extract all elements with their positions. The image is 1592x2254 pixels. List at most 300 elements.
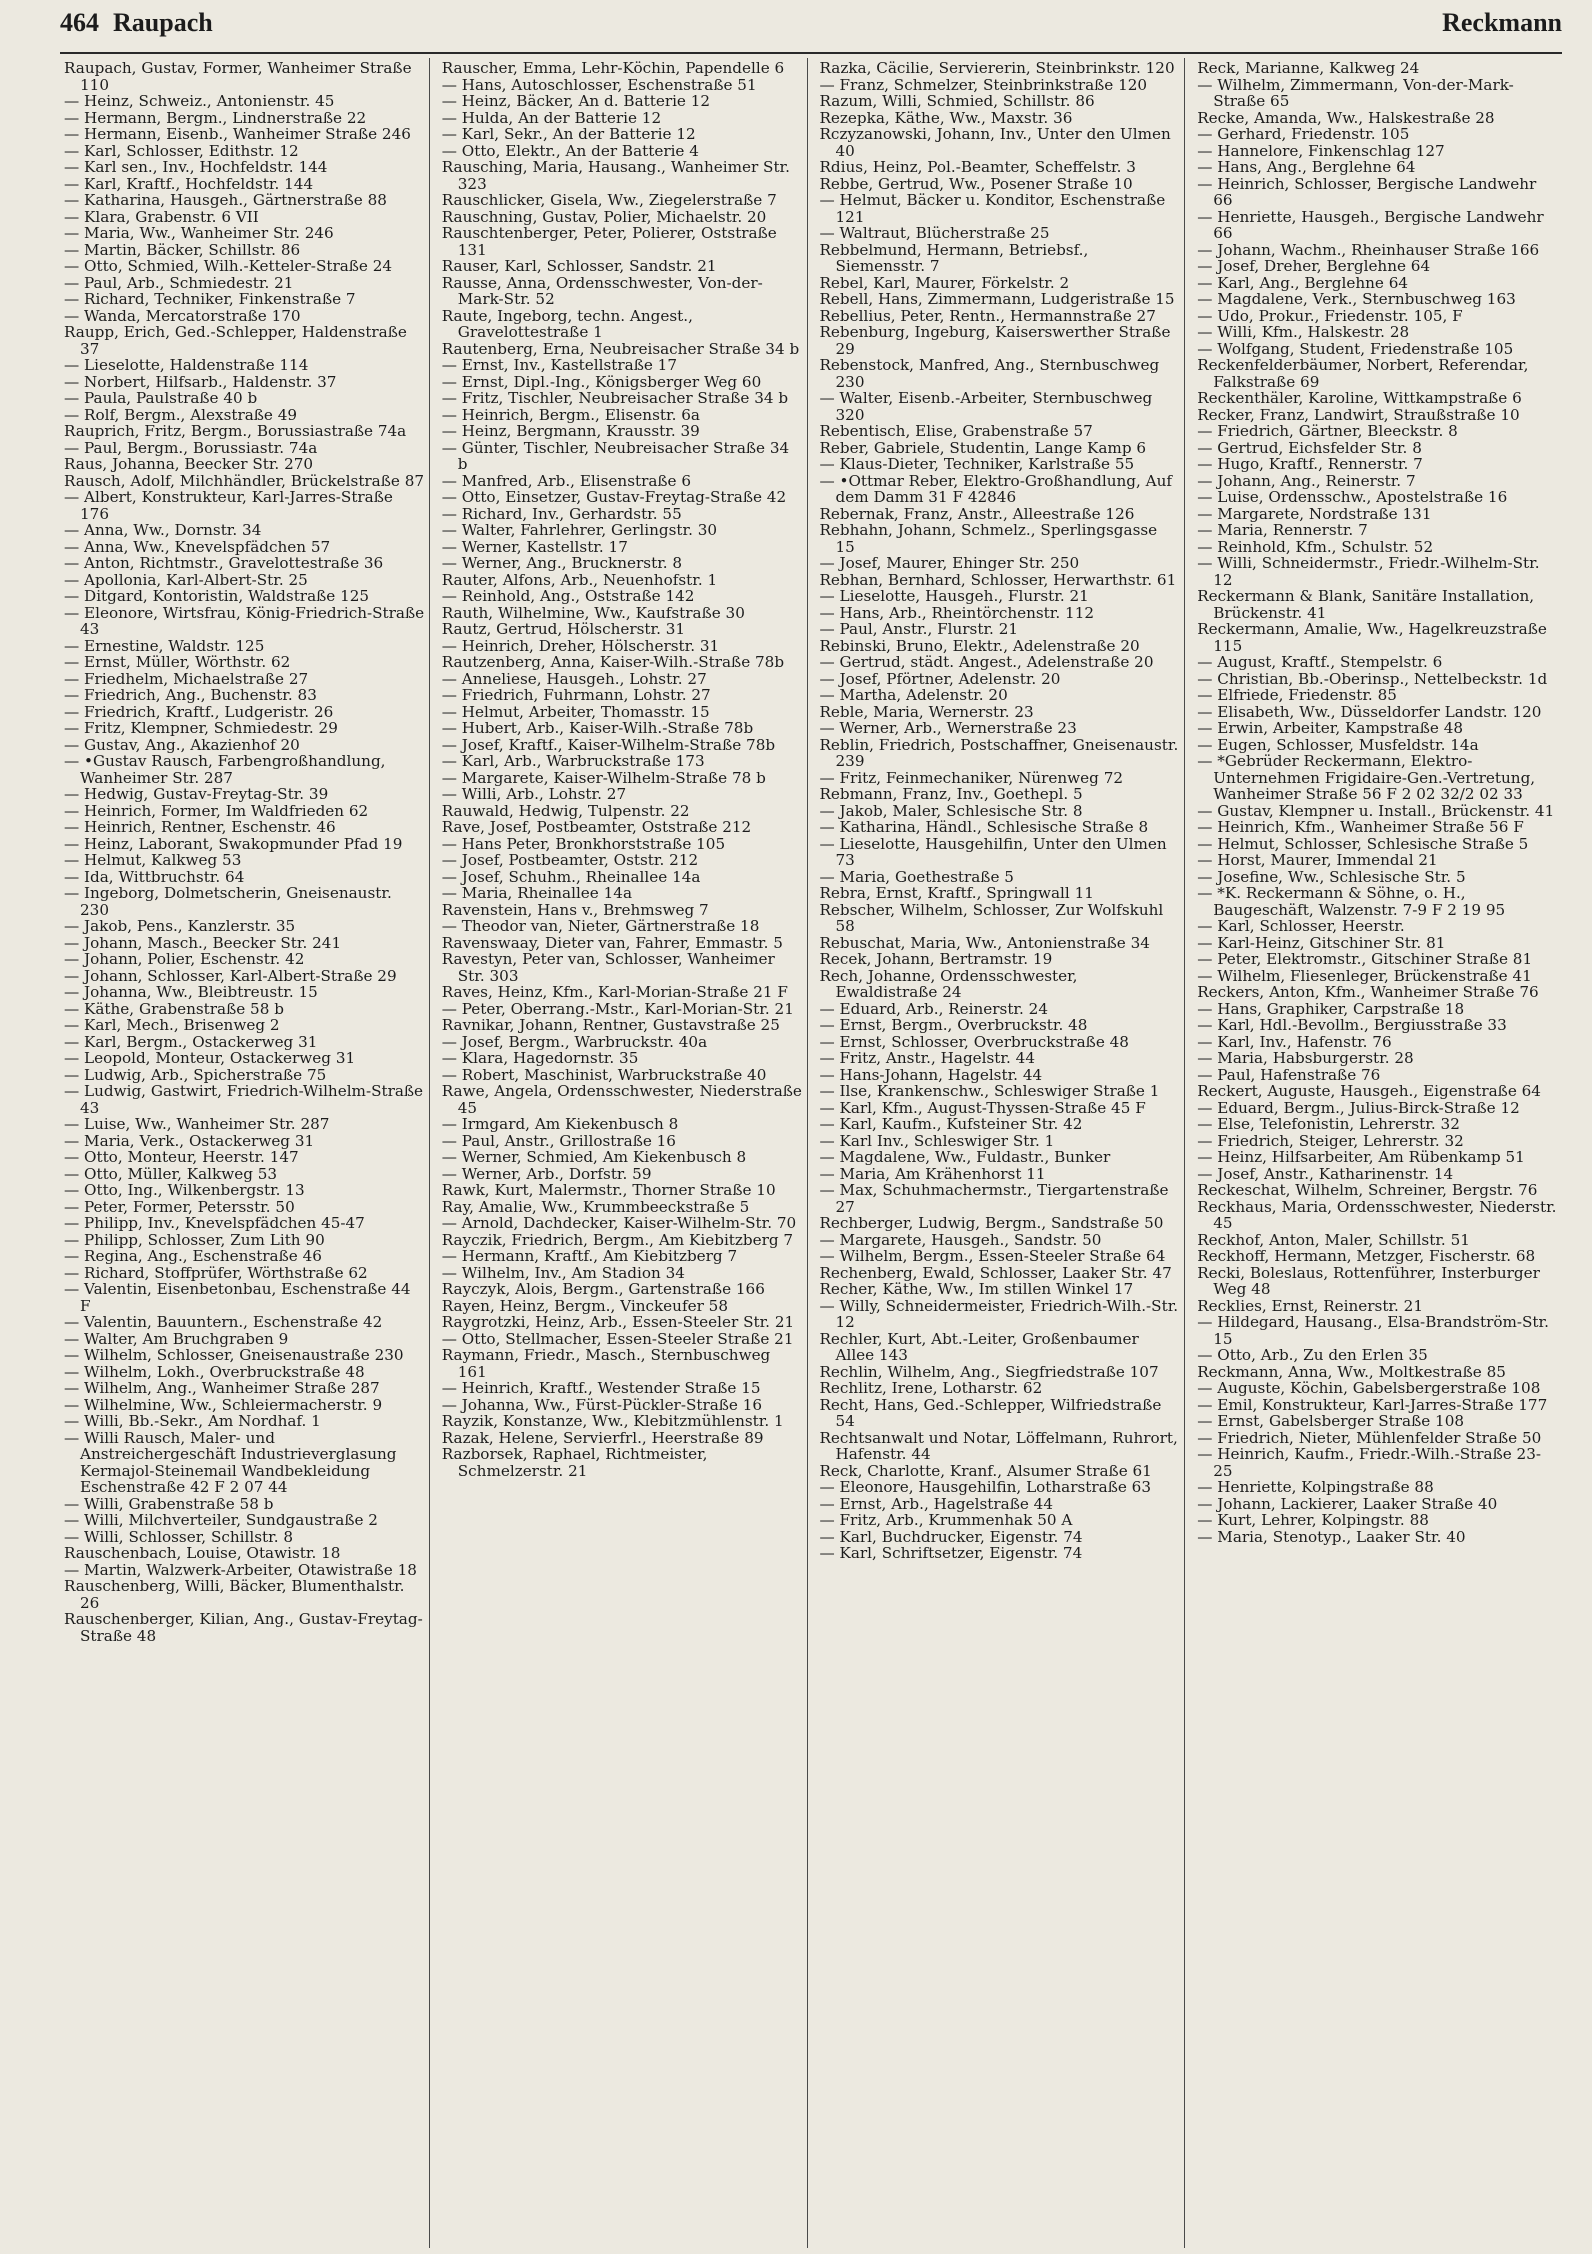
directory-entry: Rauwald, Hedwig, Tulpenstr. 22 (441, 801, 690, 820)
column-1 (60, 58, 430, 2248)
directory-entry: Razka, Cäcilie, Serviererin, Steinbrinkstr. 120 (819, 59, 1175, 77)
directory-entry: — Willy, Schneidermeister, Friedrich-Wilh.-Str. 12 (819, 1296, 1179, 1331)
directory-entry: — Wilhelm, Lokh., Overbruckstraße 48 (64, 1362, 365, 1381)
directory-entry: — Hans Peter, Bronkhorststraße 105 (441, 834, 726, 853)
directory-entry: — •Ottmar Reber, Elektro-Großhandlung, Auf dem Damm 31 F 42846 (819, 471, 1173, 506)
directory-entry: — Rolf, Bergm., Alexstraße 49 (64, 405, 298, 424)
directory-entry: — Richard, Inv., Gerhardstr. 55 (441, 504, 682, 523)
directory-entry: Raymann, Friedr., Masch., Sternbuschweg 161 (441, 1346, 771, 1381)
directory-entry: — Hans, Arb., Rheintörchenstr. 112 (819, 603, 1095, 622)
directory-columns (60, 58, 1562, 2248)
directory-entry: — *K. Reckermann & Söhne, o. H., Baugeschäft, Walzenstr. 7-9 F 2 19 95 (1197, 884, 1506, 919)
directory-entry: — Leopold, Monteur, Ostackerweg 31 (64, 1049, 356, 1067)
directory-entry: — Wilhelm, Zimmermann, Von-der-Mark-Straße 65 (1197, 75, 1514, 110)
directory-entry: — Heinz, Bergmann, Krausstr. 39 (441, 422, 700, 440)
directory-entry: Raus, Johanna, Beecker Str. 270 (64, 455, 314, 473)
directory-entry: — Gustav, Ang., Akazienhof 20 (64, 735, 300, 754)
directory-entry: — Otto, Arb., Zu den Erlen 35 (1197, 1346, 1428, 1364)
directory-entry: — Maria, Rheinallee 14a (441, 884, 632, 902)
directory-entry: Rebellius, Peter, Rentn., Hermannstraße 27 (819, 306, 1156, 325)
directory-entry: — Maria, Stenotyp., Laaker Str. 40 (1197, 1527, 1466, 1546)
directory-entry: — Wilhelm, Ang., Wanheimer Straße 287 (64, 1379, 380, 1397)
directory-entry: — Willi Rausch, Maler- und Anstreichergeschäft Industrieverglasung Kermajol-Steinemail Wandbekleidung Eschenstraße 42 F 2 07 44 (64, 1428, 397, 1496)
directory-entry: — Werner, Arb., Wernerstraße 23 (819, 719, 1077, 737)
directory-entry: — Willi, Milchverteiler, Sundgaustraße 2 (64, 1511, 378, 1529)
directory-entry: — Wilhelm, Fliesenleger, Brückenstraße 41 (1197, 966, 1532, 985)
directory-entry: — Regina, Ang., Eschenstraße 46 (64, 1247, 322, 1265)
directory-entry: — Johann, Lackierer, Laaker Straße 40 (1197, 1494, 1498, 1513)
directory-entry: — Anton, Richtmstr., Gravelottestraße 36 (64, 554, 384, 572)
directory-entry: — Wolfgang, Student, Friedenstraße 105 (1197, 339, 1514, 358)
directory-entry: Reckermann, Amalie, Ww., Hagelkreuzstraße 115 (1197, 620, 1547, 655)
directory-entry: — Wanda, Mercatorstraße 170 (64, 306, 301, 325)
directory-entry: — Werner, Schmied, Am Kiekenbusch 8 (441, 1148, 747, 1166)
directory-entry: — Hermann, Eisenb., Wanheimer Straße 246 (64, 125, 411, 143)
directory-entry: Rayczik, Friedrich, Bergm., Am Kiebitzberg 7 (441, 1230, 794, 1249)
directory-entry: — Heinrich, Schlosser, Bergische Landwehr 66 (1197, 174, 1537, 209)
directory-entry: — Lieselotte, Haldenstraße 114 (64, 356, 309, 374)
header-last-name: Reckmann (1442, 8, 1562, 37)
directory-entry: Rauscher, Emma, Lehr-Köchin, Papendelle 6 (441, 59, 785, 77)
directory-entry: Reckermann & Blank, Sanitäre Installation, Brückenstr. 41 (1197, 587, 1535, 622)
directory-entry: — Josef, Bergm., Warbruckstr. 40a (441, 1032, 708, 1051)
directory-entry: Rauschlicker, Gisela, Ww., Ziegelerstraße 7 (441, 191, 777, 209)
directory-entry: Recek, Johann, Bertramstr. 19 (819, 950, 1053, 968)
directory-entry: Rauter, Alfons, Arb., Neuenhofstr. 1 (441, 570, 718, 589)
directory-entry: — Peter, Former, Petersstr. 50 (64, 1197, 295, 1216)
directory-entry: — Gustav, Klempner u. Install., Brückenstr. 41 (1197, 801, 1555, 820)
directory-entry: Reckert, Auguste, Hausgeh., Eigenstraße 64 (1197, 1082, 1541, 1100)
directory-entry: — Heinz, Bäcker, An d. Batterie 12 (441, 92, 711, 110)
directory-entry: — Manfred, Arb., Elisenstraße 6 (441, 471, 692, 490)
directory-entry: Rauth, Wilhelmine, Ww., Kaufstraße 30 (441, 603, 745, 622)
directory-entry: — Lieselotte, Hausgeh., Flurstr. 21 (819, 587, 1089, 605)
directory-entry: Rayzik, Konstanze, Ww., Klebitzmühlenstr. 1 (441, 1412, 784, 1430)
directory-entry: — Josef, Maurer, Ehinger Str. 250 (819, 554, 1080, 572)
directory-entry: — Heinrich, Kaufm., Friedr.-Wilh.-Straße 23-25 (1197, 1445, 1542, 1480)
directory-entry: — Erwin, Arbeiter, Kampstraße 48 (1197, 719, 1464, 737)
directory-entry: Rebhahn, Johann, Schmelz., Sperlingsgasse 15 (819, 521, 1158, 556)
directory-entry: — Friedrich, Ang., Buchenstr. 83 (64, 686, 317, 704)
directory-entry: — Ilse, Krankenschw., Schleswiger Straße 1 (819, 1082, 1160, 1100)
directory-entry: — Johanna, Ww., Fürst-Pückler-Straße 16 (441, 1395, 763, 1414)
directory-entry: — Johann, Schlosser, Karl-Albert-Straße 29 (64, 966, 397, 985)
directory-entry: Ravenstein, Hans v., Brehmsweg 7 (441, 900, 709, 919)
directory-entry: — Magdalene, Verk., Sternbuschweg 163 (1197, 290, 1516, 308)
directory-entry: — Johann, Masch., Beecker Str. 241 (64, 933, 342, 952)
directory-entry: — Hans, Ang., Berglehne 64 (1197, 158, 1416, 176)
directory-entry: Reckhoff, Hermann, Metzger, Fischerstr. 68 (1197, 1247, 1536, 1265)
directory-entry: — Maria, Habsburgerstr. 28 (1197, 1049, 1414, 1067)
directory-entry: — Friedrich, Fuhrmann, Lohstr. 27 (441, 686, 711, 704)
directory-entry: Raupach, Gustav, Former, Wanheimer Straße 110 (64, 59, 412, 94)
directory-entry: Rebuschat, Maria, Ww., Antonienstraße 34 (819, 933, 1150, 952)
directory-entry: — Maria, Ww., Wanheimer Str. 246 (64, 224, 334, 242)
directory-entry: — Eduard, Arb., Reinerstr. 24 (819, 999, 1049, 1018)
directory-entry: — Willi, Kfm., Halskestr. 28 (1197, 323, 1410, 341)
directory-entry: Rechlin, Wilhelm, Ang., Siegfriedstraße 107 (819, 1362, 1159, 1381)
directory-entry: Reckhof, Anton, Maler, Schillstr. 51 (1197, 1230, 1470, 1249)
directory-entry: — Helmut, Arbeiter, Thomasstr. 15 (441, 702, 710, 721)
directory-entry: Reckenfelderbäumer, Norbert, Referendar, Falkstraße 69 (1197, 356, 1529, 391)
directory-entry: — Karl, Schlosser, Edithstr. 12 (64, 141, 299, 160)
directory-entry: Rczyzanowski, Johann, Inv., Unter den Ulmen 40 (819, 125, 1171, 160)
directory-entry: — Ernestine, Waldstr. 125 (64, 636, 265, 655)
directory-entry: — Fritz, Anstr., Hagelstr. 44 (819, 1049, 1035, 1067)
directory-entry: — Friedrich, Kraftf., Ludgeristr. 26 (64, 702, 334, 721)
directory-entry: — Philipp, Inv., Knevelspfädchen 45-47 (64, 1214, 365, 1232)
directory-entry: Rebernak, Franz, Anstr., Alleestraße 126 (819, 504, 1135, 523)
directory-entry: — Hannelore, Finkenschlag 127 (1197, 141, 1445, 160)
directory-entry: — Heinz, Laborant, Swakopmunder Pfad 19 (64, 834, 403, 853)
directory-entry: — Hermann, Kraftf., Am Kiebitzberg 7 (441, 1247, 738, 1265)
directory-entry: — Johann, Polier, Eschenstr. 42 (64, 950, 305, 968)
directory-entry: — Fritz, Tischler, Neubreisacher Straße 34 b (441, 389, 789, 407)
directory-entry: — Hans-Johann, Hagelstr. 44 (819, 1065, 1043, 1084)
directory-entry: — Otto, Monteur, Heerstr. 147 (64, 1148, 299, 1166)
directory-entry: — Paul, Anstr., Flurstr. 21 (819, 620, 1019, 638)
directory-entry: — Eleonore, Hausgehilfin, Lotharstraße 63 (819, 1478, 1151, 1496)
directory-entry: Reble, Maria, Wernerstr. 23 (819, 702, 1034, 721)
directory-entry: Raves, Heinz, Kfm., Karl-Morian-Straße 21 F (441, 983, 788, 1001)
directory-entry: — Friedhelm, Michaelstraße 27 (64, 669, 309, 688)
directory-entry: — Josef, Anstr., Katharinenstr. 14 (1197, 1164, 1454, 1183)
directory-entry: — Margarete, Kaiser-Wilhelm-Straße 78 b (441, 768, 766, 787)
directory-entry: Rawe, Angela, Ordensschwester, Niederstraße 45 (441, 1082, 802, 1117)
directory-entry: — Wilhelm, Inv., Am Stadion 34 (441, 1263, 685, 1282)
directory-entry: Rezepka, Käthe, Ww., Maxstr. 36 (819, 108, 1073, 127)
page-header (60, 8, 1562, 54)
directory-entry: — Wilhelmine, Ww., Schleiermacherstr. 9 (64, 1395, 383, 1414)
directory-entry: — Ernst, Arb., Hagelstraße 44 (819, 1494, 1053, 1513)
directory-entry: — Josef, Postbeamter, Oststr. 212 (441, 851, 699, 869)
directory-entry: — Lieselotte, Hausgehilfin, Unter den Ulmen 73 (819, 834, 1167, 869)
directory-entry: — Josefine, Ww., Schlesische Str. 5 (1197, 867, 1466, 886)
directory-entry: — Martha, Adelenstr. 20 (819, 686, 1008, 704)
directory-entry: Rayczyk, Alois, Bergm., Gartenstraße 166 (441, 1280, 765, 1298)
directory-entry: — Werner, Arb., Dorfstr. 59 (441, 1164, 652, 1183)
directory-entry: — Josef, Schuhm., Rheinallee 14a (441, 867, 701, 886)
directory-entry: — Karl, Sekr., An der Batterie 12 (441, 125, 696, 143)
directory-entry: Rebel, Karl, Maurer, Förkelstr. 2 (819, 273, 1070, 292)
directory-entry: — Klara, Hagedornstr. 35 (441, 1049, 639, 1067)
directory-entry: Rebra, Ernst, Kraftf., Springwall 11 (819, 884, 1094, 902)
directory-entry: Raygrotzki, Heinz, Arb., Essen-Steeler Str. 21 (441, 1313, 795, 1331)
directory-entry: — Hulda, An der Batterie 12 (441, 108, 662, 127)
directory-entry: — Ludwig, Gastwirt, Friedrich-Wilhelm-Straße 43 (64, 1082, 424, 1117)
directory-entry: Rauser, Karl, Schlosser, Sandstr. 21 (441, 257, 717, 275)
directory-entry: — Otto, Einsetzer, Gustav-Freytag-Straße 42 (441, 488, 787, 506)
directory-entry: — Ernst, Inv., Kastellstraße 17 (441, 356, 677, 374)
directory-entry: — Reinhold, Ang., Oststraße 142 (441, 587, 695, 605)
directory-entry: — Jakob, Maler, Schlesische Str. 8 (819, 801, 1083, 820)
directory-entry: — Gertrud, Eichsfelder Str. 8 (1197, 438, 1422, 457)
directory-entry: Reckers, Anton, Kfm., Wanheimer Straße 76 (1197, 983, 1539, 1001)
directory-entry: — Katharina, Händl., Schlesische Straße 8 (819, 818, 1149, 836)
directory-entry: — Karl, Bergm., Ostackerweg 31 (64, 1032, 318, 1051)
directory-entry: — Anneliese, Hausgeh., Lohstr. 27 (441, 669, 707, 688)
directory-entry: — Heinrich, Dreher, Hölscherstr. 31 (441, 636, 720, 655)
directory-entry: — Friedrich, Gärtner, Bleeckstr. 8 (1197, 422, 1458, 440)
directory-entry: — Käthe, Grabenstraße 58 b (64, 999, 284, 1018)
directory-entry: — Helmut, Bäcker u. Konditor, Eschenstraße 121 (819, 191, 1166, 226)
header-first-name: Raupach (113, 8, 213, 37)
directory-entry: — Ludwig, Arb., Spicherstraße 75 (64, 1065, 327, 1084)
directory-entry: — Ingeborg, Dolmetscherin, Gneisenaustr. 230 (64, 884, 392, 919)
directory-entry: — Hans, Graphiker, Carpstraße 18 (1197, 999, 1465, 1018)
directory-entry: Rauschning, Gustav, Polier, Michaelstr. 20 (441, 207, 767, 226)
directory-entry: — Paul, Bergm., Borussiastr. 74a (64, 438, 318, 457)
directory-entry: — Hildegard, Hausang., Elsa-Brandström-Str. 15 (1197, 1313, 1549, 1348)
directory-entry: — Reinhold, Kfm., Schulstr. 52 (1197, 537, 1434, 556)
directory-entry: — Apollonia, Karl-Albert-Str. 25 (64, 570, 308, 589)
directory-entry: Reblin, Friedrich, Postschaffner, Gneisenaustr. 239 (819, 735, 1179, 770)
directory-entry: Ravestyn, Peter van, Schlosser, Wanheimer Str. 303 (441, 950, 775, 985)
directory-entry: Rautenberg, Erna, Neubreisacher Straße 34 b (441, 339, 800, 358)
directory-entry: — Heinz, Hilfsarbeiter, Am Rübenkamp 51 (1197, 1148, 1525, 1166)
directory-entry: Razum, Willi, Schmied, Schillstr. 86 (819, 92, 1095, 110)
directory-entry: Rebbe, Gertrud, Ww., Posener Straße 10 (819, 174, 1133, 193)
directory-entry: — Otto, Stellmacher, Essen-Steeler Straße 21 (441, 1329, 794, 1348)
directory-entry: — Maria, Goethestraße 5 (819, 867, 1014, 886)
directory-entry: — Heinrich, Bergm., Elisenstr. 6a (441, 405, 700, 424)
directory-entry: Raupp, Erich, Ged.-Schlepper, Haldenstraße 37 (64, 323, 407, 358)
directory-entry: — Johann, Ang., Reinerstr. 7 (1197, 471, 1416, 490)
directory-entry: — Norbert, Hilfsarb., Haldenstr. 37 (64, 372, 337, 391)
directory-entry: Raute, Ingeborg, techn. Angest., Gravelottestraße 1 (441, 306, 693, 341)
directory-entry: — Maria, Rennerstr. 7 (1197, 521, 1368, 539)
directory-entry: Reck, Charlotte, Kranf., Alsumer Straße 61 (819, 1461, 1152, 1480)
directory-entry: Ray, Amalie, Ww., Krummbeeckstraße 5 (441, 1197, 750, 1216)
directory-entry: — Gertrud, städt. Angest., Adelenstraße 20 (819, 653, 1154, 671)
directory-entry: Rawk, Kurt, Malermstr., Thorner Straße 10 (441, 1181, 776, 1199)
directory-entry: Rautz, Gertrud, Hölscherstr. 31 (441, 620, 686, 638)
directory-entry: — Udo, Prokur., Friedenstr. 105, F (1197, 306, 1463, 325)
directory-entry: — Günter, Tischler, Neubreisacher Straße 34 b (441, 438, 790, 473)
directory-entry: — Karl, Hdl.-Bevollm., Bergiusstraße 33 (1197, 1016, 1507, 1034)
directory-entry: Reckeschat, Wilhelm, Schreiner, Bergstr. 76 (1197, 1181, 1538, 1199)
directory-entry: — Eleonore, Wirtsfrau, König-Friedrich-Straße 43 (64, 603, 425, 638)
directory-entry: — Heinrich, Rentner, Eschenstr. 46 (64, 818, 336, 836)
directory-entry: — Otto, Ing., Wilkenbergstr. 13 (64, 1181, 305, 1199)
directory-entry: — Auguste, Köchin, Gabelsbergerstraße 108 (1197, 1379, 1541, 1397)
directory-entry: Rave, Josef, Postbeamter, Oststraße 212 (441, 818, 752, 836)
directory-entry: Rech, Johanne, Ordensschwester, Ewaldistraße 24 (819, 966, 1078, 1001)
directory-entry: — Richard, Stoffprüfer, Wörthstraße 62 (64, 1263, 368, 1282)
directory-entry: — Martin, Bäcker, Schillstr. 86 (64, 240, 301, 259)
directory-entry: Rautzenberg, Anna, Kaiser-Wilh.-Straße 78b (441, 653, 785, 671)
directory-entry: — Ernst, Bergm., Overbruckstr. 48 (819, 1016, 1088, 1034)
directory-entry: — Helmut, Kalkweg 53 (64, 851, 242, 869)
directory-entry: — Fritz, Klempner, Schmiedestr. 29 (64, 719, 338, 737)
directory-entry: — Fritz, Arb., Krummenhak 50 A (819, 1511, 1073, 1529)
directory-entry: Recke, Amanda, Ww., Halskestraße 28 (1197, 108, 1495, 127)
directory-entry: — Emil, Konstrukteur, Karl-Jarres-Straße 177 (1197, 1395, 1548, 1414)
directory-entry: — Karl, Schriftsetzer, Eigenstr. 74 (819, 1544, 1083, 1562)
directory-entry: — Philipp, Schlosser, Zum Lith 90 (64, 1230, 325, 1249)
directory-entry: — Anna, Ww., Dornstr. 34 (64, 521, 262, 539)
directory-entry: — Eugen, Schlosser, Musfeldstr. 14a (1197, 735, 1479, 754)
directory-entry: — Josef, Pförtner, Adelenstr. 20 (819, 669, 1061, 688)
directory-entry: — Karl, Kraftf., Hochfeldstr. 144 (64, 174, 314, 193)
directory-entry: — •Gustav Rausch, Farbengroßhandlung, Wanheimer Str. 287 (64, 752, 386, 787)
directory-entry: Recki, Boleslaus, Rottenführer, Insterburger Weg 48 (1197, 1263, 1540, 1298)
directory-entry: Rebenburg, Ingeburg, Kaiserswerther Straße 29 (819, 323, 1171, 358)
directory-entry: Rausse, Anna, Ordensschwester, Von-der-Mark-Str. 52 (441, 273, 763, 308)
directory-entry: — Josef, Kraftf., Kaiser-Wilhelm-Straße 78b (441, 735, 776, 754)
directory-entry: — Paul, Hafenstraße 76 (1197, 1065, 1381, 1084)
directory-entry: — Heinrich, Kraftf., Westender Straße 15 (441, 1379, 761, 1397)
directory-entry: — Heinrich, Kfm., Wanheimer Straße 56 F (1197, 818, 1524, 836)
directory-entry: Rebenstock, Manfred, Ang., Sternbuschweg 230 (819, 356, 1160, 391)
directory-entry: — Ernst, Schlosser, Overbruckstraße 48 (819, 1032, 1129, 1051)
directory-entry: — Friedrich, Steiger, Lehrerstr. 32 (1197, 1131, 1464, 1150)
directory-entry: — Werner, Kastellstr. 17 (441, 537, 628, 556)
directory-entry: — Margarete, Nordstraße 131 (1197, 504, 1432, 523)
directory-entry: — Hermann, Bergm., Lindnerstraße 22 (64, 108, 367, 127)
directory-entry: — Else, Telefonistin, Lehrerstr. 32 (1197, 1115, 1460, 1133)
directory-entry: Rebinski, Bruno, Elektr., Adelenstraße 20 (819, 636, 1140, 655)
directory-entry: Ravenswaay, Dieter van, Fahrer, Emmastr. 5 (441, 933, 783, 952)
directory-entry: Rauschenbach, Louise, Otawistr. 18 (64, 1544, 341, 1562)
directory-entry: — Wilhelm, Schlosser, Gneisenaustraße 230 (64, 1346, 404, 1364)
directory-entry: Reckenthäler, Karoline, Wittkampstraße 6 (1197, 389, 1522, 407)
directory-entry: — Maria, Verk., Ostackerweg 31 (64, 1131, 315, 1150)
column-4 (1193, 58, 1562, 2248)
directory-entry: — Josef, Dreher, Berglehne 64 (1197, 257, 1431, 275)
directory-entry: — Maria, Am Krähenhorst 11 (819, 1164, 1046, 1183)
directory-entry: Rechtsanwalt und Notar, Löffelmann, Ruhrort, Hafenstr. 44 (819, 1428, 1178, 1463)
directory-entry: — Ernst, Dipl.-Ing., Königsberger Weg 60 (441, 372, 762, 391)
directory-entry: — Ernst, Müller, Wörthstr. 62 (64, 653, 291, 671)
directory-entry: Recht, Hans, Ged.-Schlepper, Wilfriedstraße 54 (819, 1395, 1162, 1430)
directory-entry: — Peter, Elektromstr., Gitschiner Straße 81 (1197, 950, 1533, 968)
directory-entry: — Albert, Konstrukteur, Karl-Jarres-Straße 176 (64, 488, 393, 523)
directory-entry: — Willi, Schlosser, Schillstr. 8 (64, 1527, 294, 1546)
directory-entry: Rechenberg, Ewald, Schlosser, Laaker Str. 47 (819, 1263, 1172, 1282)
directory-entry: — Wilhelm, Bergm., Essen-Steeler Straße 64 (819, 1247, 1166, 1265)
directory-entry: — Karl, Ang., Berglehne 64 (1197, 273, 1409, 292)
directory-entry: Rebmann, Franz, Inv., Goethepl. 5 (819, 785, 1083, 803)
directory-entry: — Fritz, Feinmechaniker, Nürenweg 72 (819, 768, 1124, 787)
directory-entry: — Heinrich, Former, Im Waldfrieden 62 (64, 801, 369, 820)
directory-entry: — Paul, Anstr., Grillostraße 16 (441, 1131, 676, 1150)
directory-entry: — Karl, Schlosser, Heerstr. (1197, 917, 1405, 935)
directory-entry: — Horst, Maurer, Immendal 21 (1197, 851, 1438, 869)
directory-entry: Rechlitz, Irene, Lotharstr. 62 (819, 1379, 1043, 1397)
directory-entry: Rechler, Kurt, Abt.-Leiter, Großenbaumer Allee 143 (819, 1329, 1139, 1364)
directory-entry: Recher, Käthe, Ww., Im stillen Winkel 17 (819, 1280, 1134, 1298)
directory-entry: — Willi, Arb., Lohstr. 27 (441, 785, 627, 803)
directory-entry: — Willi, Grabenstraße 58 b (64, 1494, 274, 1513)
directory-entry: — Karl, Kaufm., Kufsteiner Str. 42 (819, 1115, 1083, 1133)
directory-entry: Reckmann, Anna, Ww., Moltkestraße 85 (1197, 1362, 1506, 1381)
directory-entry: — Henriette, Kolpingstraße 88 (1197, 1478, 1434, 1496)
directory-entry: — Walter, Am Bruchgraben 9 (64, 1329, 289, 1348)
directory-entry: — Elisabeth, Ww., Düsseldorfer Landstr. 120 (1197, 702, 1542, 721)
directory-entry: — Johanna, Ww., Bleibtreustr. 15 (64, 983, 318, 1001)
directory-entry: — Anna, Ww., Knevelspfädchen 57 (64, 537, 331, 556)
directory-entry: — Karl sen., Inv., Hochfeldstr. 144 (64, 158, 328, 176)
directory-entry: — Luise, Ordensschw., Apostelstraße 16 (1197, 488, 1508, 506)
directory-entry: — Otto, Müller, Kalkweg 53 (64, 1164, 278, 1183)
directory-entry: Reckhaus, Maria, Ordensschwester, Niederstr. 45 (1197, 1197, 1557, 1232)
directory-entry: — Kurt, Lehrer, Kolpingstr. 88 (1197, 1511, 1429, 1529)
directory-entry: — Peter, Oberrang.-Mstr., Karl-Morian-Str. 21 (441, 999, 794, 1018)
directory-entry: Rauschenberg, Willi, Bäcker, Blumenthalstr. 26 (64, 1577, 405, 1612)
directory-entry: — Hans, Autoschlosser, Eschenstraße 51 (441, 75, 757, 94)
directory-entry: — Henriette, Hausgeh., Bergische Landwehr 66 (1197, 207, 1544, 242)
directory-entry: — Johann, Wachm., Rheinhauser Straße 166 (1197, 240, 1540, 259)
directory-entry: — Heinz, Schweiz., Antonienstr. 45 (64, 92, 335, 110)
directory-entry: Recklies, Ernst, Reinerstr. 21 (1197, 1296, 1423, 1315)
directory-entry: — Richard, Techniker, Finkenstraße 7 (64, 290, 356, 308)
page-number: 464 (60, 8, 99, 37)
directory-entry: — Paula, Paulstraße 40 b (64, 389, 258, 407)
directory-entry: — Walter, Eisenb.-Arbeiter, Sternbuschweg 320 (819, 389, 1153, 424)
directory-entry: — Max, Schuhmachermstr., Tiergartenstraße 27 (819, 1181, 1169, 1216)
directory-entry: Rausching, Maria, Hausang., Wanheimer Str. 323 (441, 158, 790, 193)
directory-entry: — Klara, Grabenstr. 6 VII (64, 207, 259, 226)
directory-entry: Rauschtenberger, Peter, Polierer, Oststraße 131 (441, 224, 777, 259)
directory-entry: — Eduard, Bergm., Julius-Birck-Straße 12 (1197, 1098, 1520, 1117)
directory-entry: Rauschenberger, Kilian, Ang., Gustav-Freytag-Straße 48 (64, 1610, 423, 1645)
directory-entry: Rebhan, Bernhard, Schlosser, Herwarthstr. 61 (819, 570, 1177, 589)
directory-entry: — *Gebrüder Reckermann, Elektro-Unternehmen Frigidaire-Gen.-Vertretung, Wanheimer Straße 56 F 2 02 32/2 02 33 (1197, 752, 1536, 803)
directory-entry: — Karl Inv., Schleswiger Str. 1 (819, 1131, 1055, 1150)
directory-entry: — Karl, Kfm., August-Thyssen-Straße 45 F (819, 1098, 1146, 1117)
directory-entry: — Valentin, Bauuntern., Eschenstraße 42 (64, 1313, 383, 1331)
directory-entry: Ravnikar, Johann, Rentner, Gustavstraße 25 (441, 1016, 780, 1034)
directory-entry: — Hubert, Arb., Kaiser-Wilh.-Straße 78b (441, 719, 754, 737)
directory-entry: — Helmut, Schlosser, Schlesische Straße 5 (1197, 834, 1529, 853)
directory-entry: — Robert, Maschinist, Warbruckstraße 40 (441, 1065, 767, 1084)
directory-entry: — Valentin, Eisenbetonbau, Eschenstraße 44 F (64, 1280, 411, 1315)
directory-entry: — Otto, Elektr., An der Batterie 4 (441, 141, 699, 160)
directory-entry: Rauprich, Fritz, Bergm., Borussiastraße 74a (64, 422, 407, 440)
directory-entry: — Willi, Schneidermstr., Friedr.-Wilhelm-Str. 12 (1197, 554, 1540, 589)
directory-entry: Rebbelmund, Hermann, Betriebsf., Siemensstr. 7 (819, 240, 1089, 275)
directory-entry: — Magdalene, Ww., Fuldastr., Bunker (819, 1148, 1111, 1166)
directory-entry: — Paul, Arb., Schmiedestr. 21 (64, 273, 294, 292)
directory-entry: — Gerhard, Friedenstr. 105 (1197, 125, 1410, 143)
directory-entry: — Arnold, Dachdecker, Kaiser-Wilhelm-Str. 70 (441, 1214, 797, 1232)
directory-entry: — Karl, Inv., Hafenstr. 76 (1197, 1032, 1392, 1051)
directory-entry: Rausch, Adolf, Milchhändler, Brückelstraße 87 (64, 471, 425, 490)
directory-entry: Razborsek, Raphael, Richtmeister, Schmelzerstr. 21 (441, 1445, 708, 1480)
directory-entry: — Willi, Bb.-Sekr., Am Nordhaf. 1 (64, 1412, 321, 1430)
directory-entry: Recker, Franz, Landwirt, Straußstraße 10 (1197, 405, 1520, 424)
directory-entry: — Theodor van, Nieter, Gärtnerstraße 18 (441, 917, 760, 935)
directory-entry: — Karl, Arb., Warbruckstraße 173 (441, 752, 705, 770)
directory-entry: — Elfriede, Friedenstr. 85 (1197, 686, 1397, 704)
directory-entry: Rayen, Heinz, Bergm., Vinckeufer 58 (441, 1296, 728, 1315)
directory-entry: Rebscher, Wilhelm, Schlosser, Zur Wolfskuhl 58 (819, 900, 1164, 935)
directory-entry: Reck, Marianne, Kalkweg 24 (1197, 59, 1420, 77)
directory-entry: — Hugo, Kraftf., Rennerstr. 7 (1197, 455, 1423, 473)
directory-entry: — Irmgard, Am Kiekenbusch 8 (441, 1115, 679, 1133)
directory-entry: — August, Kraftf., Stempelstr. 6 (1197, 653, 1443, 671)
directory-entry: — Otto, Schmied, Wilh.-Ketteler-Straße 24 (64, 257, 393, 275)
directory-entry: — Christian, Bb.-Oberinsp., Nettelbeckstr. 1d (1197, 669, 1548, 688)
directory-entry: Rebell, Hans, Zimmermann, Ludgeristraße 15 (819, 290, 1175, 308)
directory-entry: — Werner, Ang., Brucknerstr. 8 (441, 554, 683, 572)
directory-entry: — Luise, Ww., Wanheimer Str. 287 (64, 1115, 330, 1133)
directory-entry: Reber, Gabriele, Studentin, Lange Kamp 6 (819, 438, 1147, 457)
directory-entry: — Walter, Fahrlehrer, Gerlingstr. 30 (441, 521, 718, 539)
directory-entry: — Karl, Mech., Brisenweg 2 (64, 1016, 280, 1034)
directory-entry: — Friedrich, Nieter, Mühlenfelder Straße 50 (1197, 1428, 1542, 1447)
